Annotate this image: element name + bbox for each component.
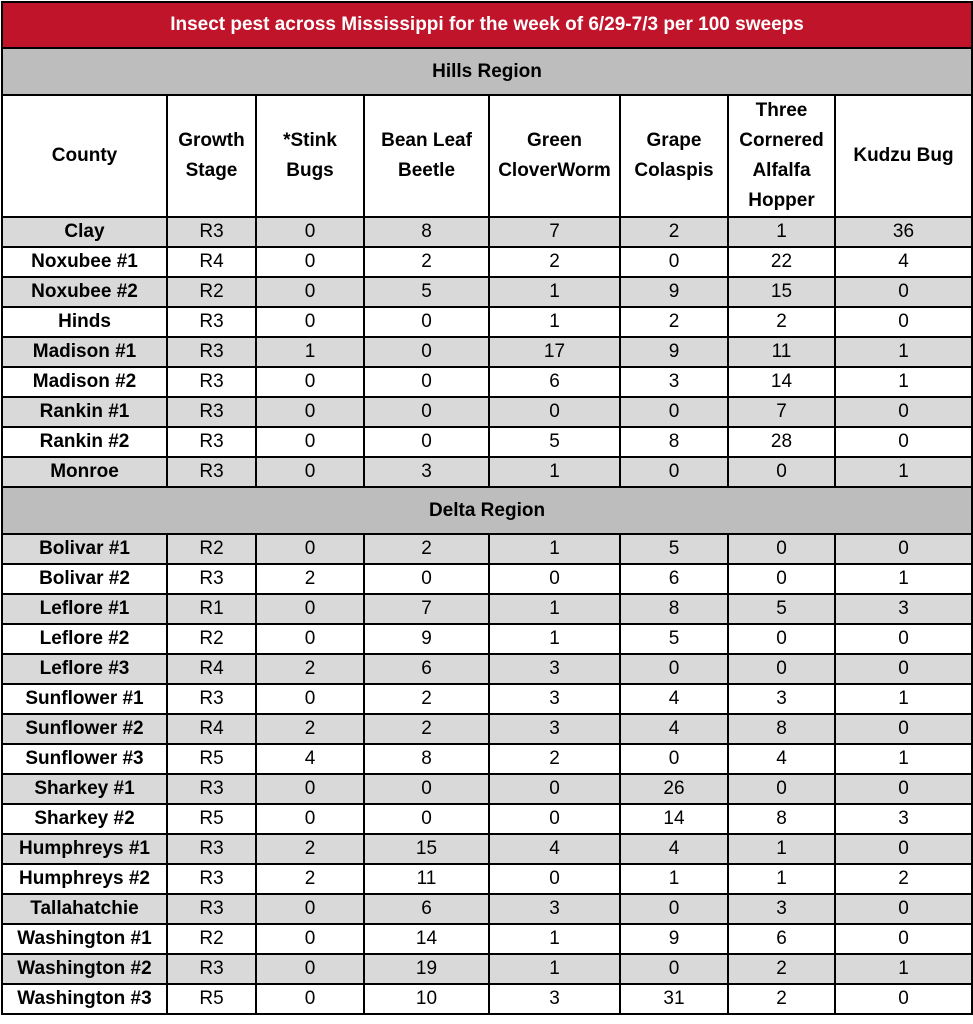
table-row — [2, 804, 972, 834]
table-row — [2, 834, 972, 864]
cell-county: Madison #2 — [2, 367, 167, 397]
cell-green-cloverworm: 1 — [489, 624, 620, 654]
cell-stink-bugs: 0 — [256, 217, 364, 247]
cell-bean-leaf-beetle: 6 — [364, 894, 489, 924]
cell-green-cloverworm: 2 — [489, 744, 620, 774]
cell-stink-bugs: 0 — [256, 594, 364, 624]
cell-kudzu-bug: 2 — [835, 864, 972, 894]
cell-kudzu-bug: 3 — [835, 804, 972, 834]
cell-kudzu-bug: 0 — [835, 654, 972, 684]
cell-bean-leaf-beetle: 2 — [364, 534, 489, 564]
cell-bean-leaf-beetle: 0 — [364, 307, 489, 337]
cell-growth-stage: R4 — [167, 247, 256, 277]
cell-three-cornered-alfalfa-hopper: 28 — [728, 427, 835, 457]
column-header-line: Grape — [646, 130, 702, 151]
cell-grape-colaspis: 1 — [620, 864, 728, 894]
cell-growth-stage: R4 — [167, 654, 256, 684]
cell-three-cornered-alfalfa-hopper: 1 — [728, 834, 835, 864]
cell-stink-bugs: 2 — [256, 864, 364, 894]
table-row — [2, 624, 972, 654]
cell-bean-leaf-beetle: 7 — [364, 594, 489, 624]
cell-green-cloverworm: 1 — [489, 954, 620, 984]
cell-stink-bugs: 0 — [256, 457, 364, 487]
cell-grape-colaspis: 2 — [620, 307, 728, 337]
cell-county: Washington #1 — [2, 924, 167, 954]
cell-county: Leflore #3 — [2, 654, 167, 684]
table-row — [2, 397, 972, 427]
table-row — [2, 337, 972, 367]
cell-green-cloverworm: 6 — [489, 367, 620, 397]
cell-three-cornered-alfalfa-hopper: 0 — [728, 564, 835, 594]
cell-grape-colaspis: 0 — [620, 954, 728, 984]
column-header-line: *Stink — [283, 130, 337, 151]
cell-county: Bolivar #2 — [2, 564, 167, 594]
cell-green-cloverworm: 0 — [489, 864, 620, 894]
cell-county: Sharkey #1 — [2, 774, 167, 804]
cell-stink-bugs: 0 — [256, 954, 364, 984]
cell-county: Noxubee #1 — [2, 247, 167, 277]
cell-three-cornered-alfalfa-hopper: 4 — [728, 744, 835, 774]
column-header-line: Hopper — [748, 190, 815, 211]
cell-bean-leaf-beetle: 2 — [364, 714, 489, 744]
cell-grape-colaspis: 5 — [620, 534, 728, 564]
cell-stink-bugs: 0 — [256, 774, 364, 804]
cell-three-cornered-alfalfa-hopper: 3 — [728, 894, 835, 924]
cell-growth-stage: R4 — [167, 714, 256, 744]
table-row — [2, 564, 972, 594]
cell-bean-leaf-beetle: 6 — [364, 654, 489, 684]
cell-stink-bugs: 0 — [256, 684, 364, 714]
cell-grape-colaspis: 8 — [620, 427, 728, 457]
cell-bean-leaf-beetle: 10 — [364, 984, 489, 1014]
cell-county: Tallahatchie — [2, 894, 167, 924]
cell-growth-stage: R3 — [167, 427, 256, 457]
cell-bean-leaf-beetle: 2 — [364, 684, 489, 714]
cell-kudzu-bug: 0 — [835, 774, 972, 804]
cell-green-cloverworm: 1 — [489, 534, 620, 564]
cell-green-cloverworm: 1 — [489, 924, 620, 954]
column-header-line: Kudzu Bug — [853, 145, 954, 166]
cell-three-cornered-alfalfa-hopper: 6 — [728, 924, 835, 954]
cell-growth-stage: R3 — [167, 684, 256, 714]
column-header-stink-bugs — [256, 95, 364, 217]
cell-stink-bugs: 2 — [256, 654, 364, 684]
cell-three-cornered-alfalfa-hopper: 14 — [728, 367, 835, 397]
cell-growth-stage: R2 — [167, 277, 256, 307]
cell-green-cloverworm: 1 — [489, 307, 620, 337]
column-header-line: Stage — [185, 160, 238, 181]
cell-bean-leaf-beetle: 9 — [364, 624, 489, 654]
column-header-line: Beetle — [397, 160, 456, 181]
table-row — [2, 744, 972, 774]
cell-growth-stage: R3 — [167, 397, 256, 427]
column-header-grape-colaspis — [620, 95, 728, 217]
table-row — [2, 894, 972, 924]
column-header-green-cloverworm — [489, 95, 620, 217]
column-header-line: Bean Leaf — [381, 130, 472, 151]
cell-kudzu-bug: 0 — [835, 924, 972, 954]
cell-kudzu-bug: 1 — [835, 457, 972, 487]
cell-stink-bugs: 0 — [256, 277, 364, 307]
column-header-county — [2, 95, 167, 217]
cell-green-cloverworm: 3 — [489, 714, 620, 744]
cell-stink-bugs: 0 — [256, 924, 364, 954]
cell-grape-colaspis: 0 — [620, 457, 728, 487]
column-header-row — [2, 95, 972, 217]
cell-bean-leaf-beetle: 15 — [364, 834, 489, 864]
column-header-line: Growth — [178, 130, 245, 151]
cell-county: Leflore #2 — [2, 624, 167, 654]
cell-three-cornered-alfalfa-hopper: 1 — [728, 864, 835, 894]
cell-kudzu-bug: 0 — [835, 534, 972, 564]
table-row — [2, 924, 972, 954]
column-header-line: Bugs — [286, 160, 334, 181]
cell-three-cornered-alfalfa-hopper: 3 — [728, 684, 835, 714]
cell-county: Leflore #1 — [2, 594, 167, 624]
cell-grape-colaspis: 8 — [620, 594, 728, 624]
cell-county: Rankin #2 — [2, 427, 167, 457]
column-header-line: Colaspis — [634, 160, 714, 181]
column-header-growth-stage — [167, 95, 256, 217]
cell-green-cloverworm: 7 — [489, 217, 620, 247]
cell-three-cornered-alfalfa-hopper: 0 — [728, 457, 835, 487]
cell-growth-stage: R2 — [167, 624, 256, 654]
cell-stink-bugs: 2 — [256, 834, 364, 864]
column-header-line: Alfalfa — [752, 160, 811, 181]
cell-county: Bolivar #1 — [2, 534, 167, 564]
cell-county: Sunflower #3 — [2, 744, 167, 774]
cell-kudzu-bug: 0 — [835, 307, 972, 337]
cell-green-cloverworm: 17 — [489, 337, 620, 367]
cell-growth-stage: R3 — [167, 894, 256, 924]
cell-grape-colaspis: 0 — [620, 894, 728, 924]
column-header-line: County — [51, 145, 118, 166]
cell-stink-bugs: 0 — [256, 247, 364, 277]
table-row — [2, 714, 972, 744]
cell-green-cloverworm: 1 — [489, 457, 620, 487]
cell-growth-stage: R2 — [167, 924, 256, 954]
cell-kudzu-bug: 36 — [835, 217, 972, 247]
cell-bean-leaf-beetle: 5 — [364, 277, 489, 307]
cell-county: Monroe — [2, 457, 167, 487]
cell-growth-stage: R2 — [167, 534, 256, 564]
cell-three-cornered-alfalfa-hopper: 8 — [728, 714, 835, 744]
cell-three-cornered-alfalfa-hopper: 1 — [728, 217, 835, 247]
cell-three-cornered-alfalfa-hopper: 0 — [728, 534, 835, 564]
cell-stink-bugs: 0 — [256, 367, 364, 397]
cell-green-cloverworm: 4 — [489, 834, 620, 864]
cell-bean-leaf-beetle: 2 — [364, 247, 489, 277]
table-row — [2, 534, 972, 564]
table-title: Insect pest across Mississippi for the week of 6/29-7/3 per 100 sweeps — [2, 2, 972, 48]
cell-bean-leaf-beetle: 0 — [364, 427, 489, 457]
cell-growth-stage: R1 — [167, 594, 256, 624]
cell-stink-bugs: 0 — [256, 397, 364, 427]
cell-growth-stage: R3 — [167, 367, 256, 397]
table-row — [2, 654, 972, 684]
cell-grape-colaspis: 9 — [620, 337, 728, 367]
cell-growth-stage: R3 — [167, 217, 256, 247]
cell-stink-bugs: 0 — [256, 624, 364, 654]
cell-kudzu-bug: 1 — [835, 954, 972, 984]
table-row — [2, 774, 972, 804]
table-row — [2, 217, 972, 247]
cell-bean-leaf-beetle: 8 — [364, 744, 489, 774]
cell-stink-bugs: 0 — [256, 307, 364, 337]
cell-green-cloverworm: 2 — [489, 247, 620, 277]
table-row — [2, 307, 972, 337]
cell-three-cornered-alfalfa-hopper: 8 — [728, 804, 835, 834]
cell-county: Sunflower #1 — [2, 684, 167, 714]
cell-three-cornered-alfalfa-hopper: 0 — [728, 654, 835, 684]
cell-growth-stage: R3 — [167, 307, 256, 337]
cell-grape-colaspis: 2 — [620, 217, 728, 247]
cell-stink-bugs: 0 — [256, 894, 364, 924]
cell-three-cornered-alfalfa-hopper: 2 — [728, 984, 835, 1014]
column-header-kudzu-bug — [835, 95, 972, 217]
cell-growth-stage: R3 — [167, 457, 256, 487]
cell-bean-leaf-beetle: 0 — [364, 337, 489, 367]
cell-grape-colaspis: 4 — [620, 684, 728, 714]
cell-stink-bugs: 2 — [256, 714, 364, 744]
cell-kudzu-bug: 0 — [835, 714, 972, 744]
table-row — [2, 457, 972, 487]
cell-kudzu-bug: 0 — [835, 894, 972, 924]
cell-county: Sharkey #2 — [2, 804, 167, 834]
cell-grape-colaspis: 9 — [620, 277, 728, 307]
table-row — [2, 684, 972, 714]
region-header: Hills Region — [2, 48, 972, 95]
cell-three-cornered-alfalfa-hopper: 5 — [728, 594, 835, 624]
table-row — [2, 594, 972, 624]
cell-growth-stage: R5 — [167, 744, 256, 774]
cell-three-cornered-alfalfa-hopper: 11 — [728, 337, 835, 367]
cell-three-cornered-alfalfa-hopper: 2 — [728, 954, 835, 984]
cell-grape-colaspis: 6 — [620, 564, 728, 594]
cell-grape-colaspis: 0 — [620, 247, 728, 277]
column-header-line: CloverWorm — [498, 160, 611, 181]
cell-grape-colaspis: 5 — [620, 624, 728, 654]
table-row — [2, 427, 972, 457]
table-row — [2, 277, 972, 307]
cell-kudzu-bug: 0 — [835, 834, 972, 864]
cell-kudzu-bug: 1 — [835, 367, 972, 397]
cell-stink-bugs: 1 — [256, 337, 364, 367]
cell-kudzu-bug: 1 — [835, 337, 972, 367]
table-row — [2, 367, 972, 397]
cell-bean-leaf-beetle: 0 — [364, 564, 489, 594]
cell-stink-bugs: 0 — [256, 804, 364, 834]
cell-kudzu-bug: 3 — [835, 594, 972, 624]
cell-grape-colaspis: 4 — [620, 714, 728, 744]
cell-grape-colaspis: 26 — [620, 774, 728, 804]
cell-county: Clay — [2, 217, 167, 247]
insect-pest-table — [1, 1, 973, 1015]
cell-kudzu-bug: 4 — [835, 247, 972, 277]
table-row — [2, 864, 972, 894]
cell-growth-stage: R3 — [167, 954, 256, 984]
cell-green-cloverworm: 3 — [489, 684, 620, 714]
cell-three-cornered-alfalfa-hopper: 2 — [728, 307, 835, 337]
cell-three-cornered-alfalfa-hopper: 0 — [728, 774, 835, 804]
cell-grape-colaspis: 31 — [620, 984, 728, 1014]
cell-county: Sunflower #2 — [2, 714, 167, 744]
column-header-bean-leaf-beetle — [364, 95, 489, 217]
cell-growth-stage: R3 — [167, 864, 256, 894]
cell-growth-stage: R5 — [167, 804, 256, 834]
cell-county: Washington #3 — [2, 984, 167, 1014]
table-row — [2, 247, 972, 277]
cell-kudzu-bug: 0 — [835, 277, 972, 307]
cell-green-cloverworm: 1 — [489, 277, 620, 307]
cell-green-cloverworm: 0 — [489, 397, 620, 427]
column-header-line: Cornered — [739, 130, 824, 151]
cell-kudzu-bug: 0 — [835, 397, 972, 427]
cell-stink-bugs: 2 — [256, 564, 364, 594]
cell-stink-bugs: 0 — [256, 984, 364, 1014]
cell-green-cloverworm: 0 — [489, 804, 620, 834]
cell-growth-stage: R3 — [167, 337, 256, 367]
cell-bean-leaf-beetle: 0 — [364, 397, 489, 427]
cell-kudzu-bug: 0 — [835, 624, 972, 654]
cell-stink-bugs: 0 — [256, 534, 364, 564]
cell-kudzu-bug: 0 — [835, 427, 972, 457]
cell-stink-bugs: 4 — [256, 744, 364, 774]
cell-county: Hinds — [2, 307, 167, 337]
cell-bean-leaf-beetle: 3 — [364, 457, 489, 487]
cell-county: Madison #1 — [2, 337, 167, 367]
cell-bean-leaf-beetle: 0 — [364, 367, 489, 397]
cell-green-cloverworm: 3 — [489, 654, 620, 684]
cell-bean-leaf-beetle: 8 — [364, 217, 489, 247]
cell-grape-colaspis: 0 — [620, 654, 728, 684]
cell-green-cloverworm: 3 — [489, 984, 620, 1014]
table-row — [2, 984, 972, 1014]
cell-kudzu-bug: 1 — [835, 564, 972, 594]
cell-growth-stage: R5 — [167, 984, 256, 1014]
cell-kudzu-bug: 0 — [835, 984, 972, 1014]
cell-kudzu-bug: 1 — [835, 684, 972, 714]
cell-grape-colaspis: 14 — [620, 804, 728, 834]
cell-green-cloverworm: 0 — [489, 774, 620, 804]
cell-growth-stage: R3 — [167, 564, 256, 594]
cell-county: Rankin #1 — [2, 397, 167, 427]
cell-growth-stage: R3 — [167, 834, 256, 864]
cell-three-cornered-alfalfa-hopper: 15 — [728, 277, 835, 307]
cell-county: Noxubee #2 — [2, 277, 167, 307]
cell-green-cloverworm: 5 — [489, 427, 620, 457]
cell-three-cornered-alfalfa-hopper: 22 — [728, 247, 835, 277]
cell-bean-leaf-beetle: 0 — [364, 774, 489, 804]
cell-growth-stage: R3 — [167, 774, 256, 804]
cell-grape-colaspis: 0 — [620, 397, 728, 427]
cell-bean-leaf-beetle: 14 — [364, 924, 489, 954]
cell-green-cloverworm: 3 — [489, 894, 620, 924]
cell-county: Humphreys #1 — [2, 834, 167, 864]
cell-grape-colaspis: 4 — [620, 834, 728, 864]
column-header-line: Green — [527, 130, 582, 151]
cell-green-cloverworm: 0 — [489, 564, 620, 594]
cell-grape-colaspis: 3 — [620, 367, 728, 397]
column-header-line: Three — [755, 100, 808, 121]
cell-bean-leaf-beetle: 0 — [364, 804, 489, 834]
cell-green-cloverworm: 1 — [489, 594, 620, 624]
cell-county: Washington #2 — [2, 954, 167, 984]
table-row — [2, 954, 972, 984]
cell-county: Humphreys #2 — [2, 864, 167, 894]
cell-bean-leaf-beetle: 19 — [364, 954, 489, 984]
cell-grape-colaspis: 9 — [620, 924, 728, 954]
cell-three-cornered-alfalfa-hopper: 0 — [728, 624, 835, 654]
region-header: Delta Region — [2, 487, 972, 534]
cell-bean-leaf-beetle: 11 — [364, 864, 489, 894]
cell-grape-colaspis: 0 — [620, 744, 728, 774]
cell-three-cornered-alfalfa-hopper: 7 — [728, 397, 835, 427]
cell-stink-bugs: 0 — [256, 427, 364, 457]
cell-kudzu-bug: 1 — [835, 744, 972, 774]
column-header-three-cornered-alfalfa-hopper — [728, 95, 835, 217]
